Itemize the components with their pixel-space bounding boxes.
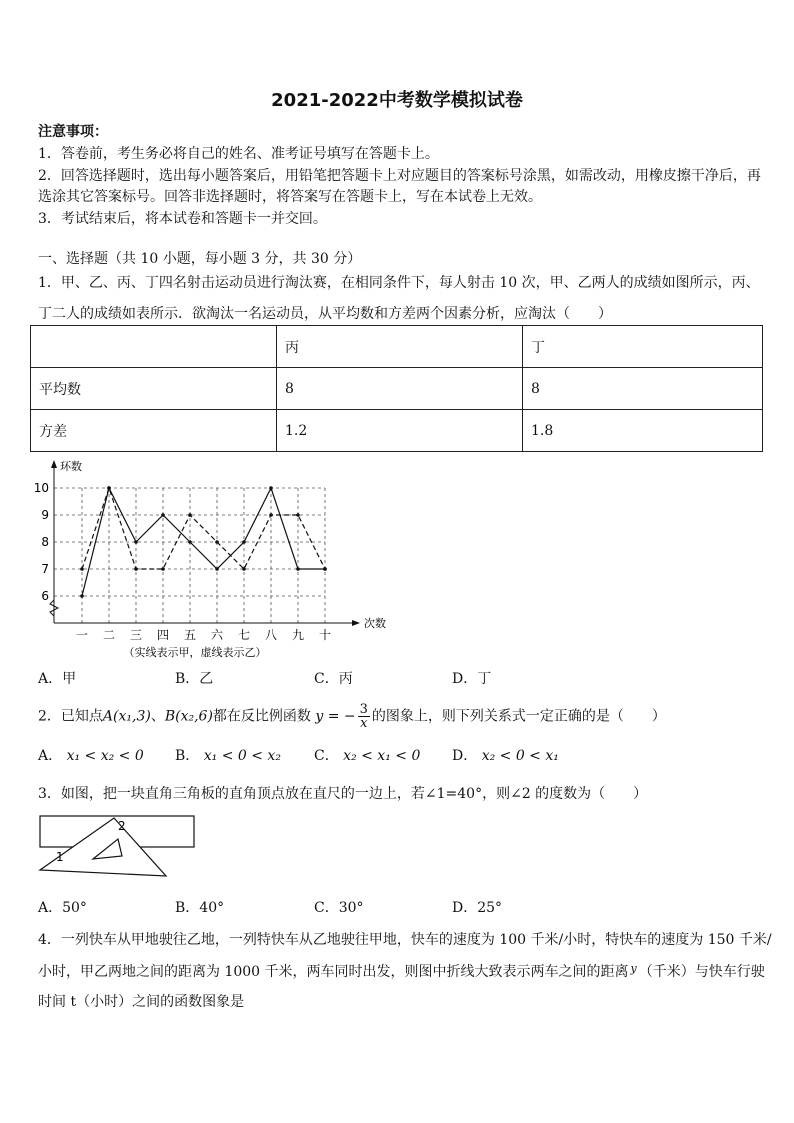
notice-item: 3．考试结束后，将本试卷和答题卡一并交回。 <box>38 211 327 227</box>
y-tick-label: 7 <box>41 562 49 576</box>
table-cell: 8 <box>523 368 763 410</box>
table-cell: 丙 <box>277 326 523 368</box>
option-expr: x₁ < x₂ < 0 <box>66 748 144 764</box>
y-tick-label: 9 <box>41 508 49 522</box>
option-label: D． <box>452 748 478 764</box>
angle-2-label: 2 <box>118 819 126 833</box>
angle-1-label: 1 <box>56 850 64 864</box>
table-cell: 平均数 <box>31 368 277 410</box>
question-3-text: 3．如图，把一块直角三角板的直角顶点放在直尺的一边上，若∠1=40°，则∠2 的度数为（ ） <box>38 786 648 802</box>
table-row <box>31 326 763 368</box>
data-point-甲 <box>134 540 138 544</box>
y-axis-arrow <box>51 460 57 468</box>
x-axis-arrow <box>352 620 360 626</box>
option-expr: x₂ < x₁ < 0 <box>343 748 421 764</box>
question-4-text <box>38 961 765 981</box>
x-tick-label: 七 <box>237 628 251 642</box>
data-point-乙 <box>134 567 138 571</box>
q1-option-a: A．甲 <box>38 671 77 687</box>
option-label: C． <box>314 748 339 764</box>
q2-sep: 、 <box>150 708 165 725</box>
x-tick-label: 二 <box>102 628 116 642</box>
fraction-denominator: x <box>360 716 368 731</box>
data-point-甲 <box>242 540 246 544</box>
q2-option-b <box>175 745 281 765</box>
chart-grid <box>54 488 325 623</box>
option-expr: x₂ < 0 < x₁ <box>481 748 559 764</box>
option-expr: x₁ < 0 < x₂ <box>203 748 281 764</box>
data-point-乙 <box>188 513 192 517</box>
data-point-乙 <box>323 567 327 571</box>
data-point-甲 <box>269 486 273 490</box>
notice-item: 选涂其它答案标号。回答非选择题时，将答案写在答题卡上，写在本试卷上无效。 <box>38 189 542 205</box>
x-tick-label: 三 <box>129 628 143 642</box>
y-axis-title: 环数 <box>60 460 82 473</box>
x-tick-label: 一 <box>75 628 89 642</box>
y-tick-label: 10 <box>33 481 49 495</box>
q1-option-d: D．丁 <box>452 671 492 687</box>
q1-option-b: B．乙 <box>175 671 214 687</box>
q3-option-d: D．25° <box>452 900 503 916</box>
data-point-乙 <box>242 567 246 571</box>
table-row <box>31 410 763 452</box>
x-tick-label: 四 <box>156 628 170 642</box>
section-heading: 一、选择题（共 10 小题，每小题 3 分，共 30 分） <box>38 251 362 267</box>
q4-line2b: （千米）与快车行驶 <box>638 964 765 980</box>
notice-item: 1．答卷前，考生务必将自己的姓名、准考证号填写在答题卡上。 <box>38 146 439 162</box>
data-point-乙 <box>215 540 219 544</box>
table-cell: 1.8 <box>523 410 763 452</box>
point-a: A(x₁,3) <box>102 708 151 725</box>
x-tick-label: 五 <box>183 628 197 642</box>
q1-option-c: C．丙 <box>314 671 353 687</box>
x-tick-label: 十 <box>318 628 332 642</box>
question-2-text <box>38 703 666 730</box>
q3-option-c: C．30° <box>314 900 364 916</box>
series-line-乙 <box>82 488 325 569</box>
option-label: A． <box>38 748 63 764</box>
data-point-乙 <box>80 567 84 571</box>
data-point-甲 <box>188 540 192 544</box>
data-point-甲 <box>161 513 165 517</box>
data-point-甲 <box>296 567 300 571</box>
data-point-乙 <box>296 513 300 517</box>
question-1-text: 丁二人的成绩如表所示．欲淘汰一名运动员，从平均数和方差两个因素分析，应淘汰（ ） <box>38 306 612 322</box>
q2-option-a <box>38 745 144 765</box>
question-1-text: 1．甲、乙、丙、丁四名射击运动员进行淘汰赛，在相同条件下，每人射击 10 次，甲、乙两人的成绩如图所示，丙、 <box>38 275 760 291</box>
x-tick-label: 八 <box>264 628 278 642</box>
y-tick-label: 8 <box>41 535 49 549</box>
table-row <box>31 368 763 410</box>
data-point-乙 <box>107 486 111 490</box>
table-cell: 8 <box>277 368 523 410</box>
table-cell <box>31 326 277 368</box>
data-point-甲 <box>80 594 84 598</box>
q2-prefix: 2．已知点 <box>38 708 103 725</box>
page-title: 2021-2022中考数学模拟试卷 <box>271 90 523 111</box>
x-axis-title: 次数 <box>364 617 386 630</box>
q4-var-y: y <box>630 962 637 975</box>
series-line-甲 <box>82 488 325 596</box>
table-cell: 丁 <box>523 326 763 368</box>
data-point-乙 <box>161 567 165 571</box>
notice-item: 2．回答选择题时，选出每小题答案后，用铅笔把答题卡上对应题目的答案标号涂黑，如需改动，用橡皮擦干净后，再 <box>38 168 761 184</box>
notice-heading: 注意事项： <box>38 124 108 140</box>
q2-option-c <box>314 745 420 765</box>
table-cell: 1.2 <box>277 410 523 452</box>
option-label: B． <box>175 748 200 764</box>
q2-option-d <box>452 745 559 765</box>
function-fraction <box>358 703 370 730</box>
fraction-numerator: 3 <box>359 702 368 717</box>
q4-line2a: 小时，甲乙两地之间的距离为 1000 千米，两车同时出发，则图中折线大致表示两车之间的距离 <box>38 964 629 980</box>
score-table <box>30 325 763 452</box>
score-line-chart <box>30 458 390 663</box>
table-cell: 方差 <box>31 410 277 452</box>
q3-option-a: A．50° <box>38 900 87 916</box>
chart-axes <box>50 460 360 626</box>
ruler-triangle-figure <box>38 812 198 884</box>
y-tick-label: 6 <box>41 589 49 603</box>
x-tick-label: 六 <box>210 628 224 642</box>
question-4-text: 4．一列快车从甲地驶往乙地，一列特快车从乙地驶往甲地，快车的速度为 100 千米/小时，特快车的速度为 150 千米/ <box>38 932 772 948</box>
function-lhs: y = − <box>315 708 356 725</box>
question-4-text: 时间 t（小时）之间的函数图象是 <box>38 994 245 1010</box>
data-point-乙 <box>269 513 273 517</box>
point-b: B(x₂,6) <box>164 708 213 725</box>
chart-caption: （实线表示甲，虚线表示乙） <box>123 646 267 659</box>
x-tick-label: 九 <box>291 628 305 642</box>
q2-middle: 都在反比例函数 <box>212 708 311 725</box>
q3-option-b: B．40° <box>175 900 225 916</box>
data-point-甲 <box>215 567 219 571</box>
q2-suffix: 的图象上，则下列关系式一定正确的是（ ） <box>371 708 666 725</box>
chart-labels <box>34 459 386 659</box>
